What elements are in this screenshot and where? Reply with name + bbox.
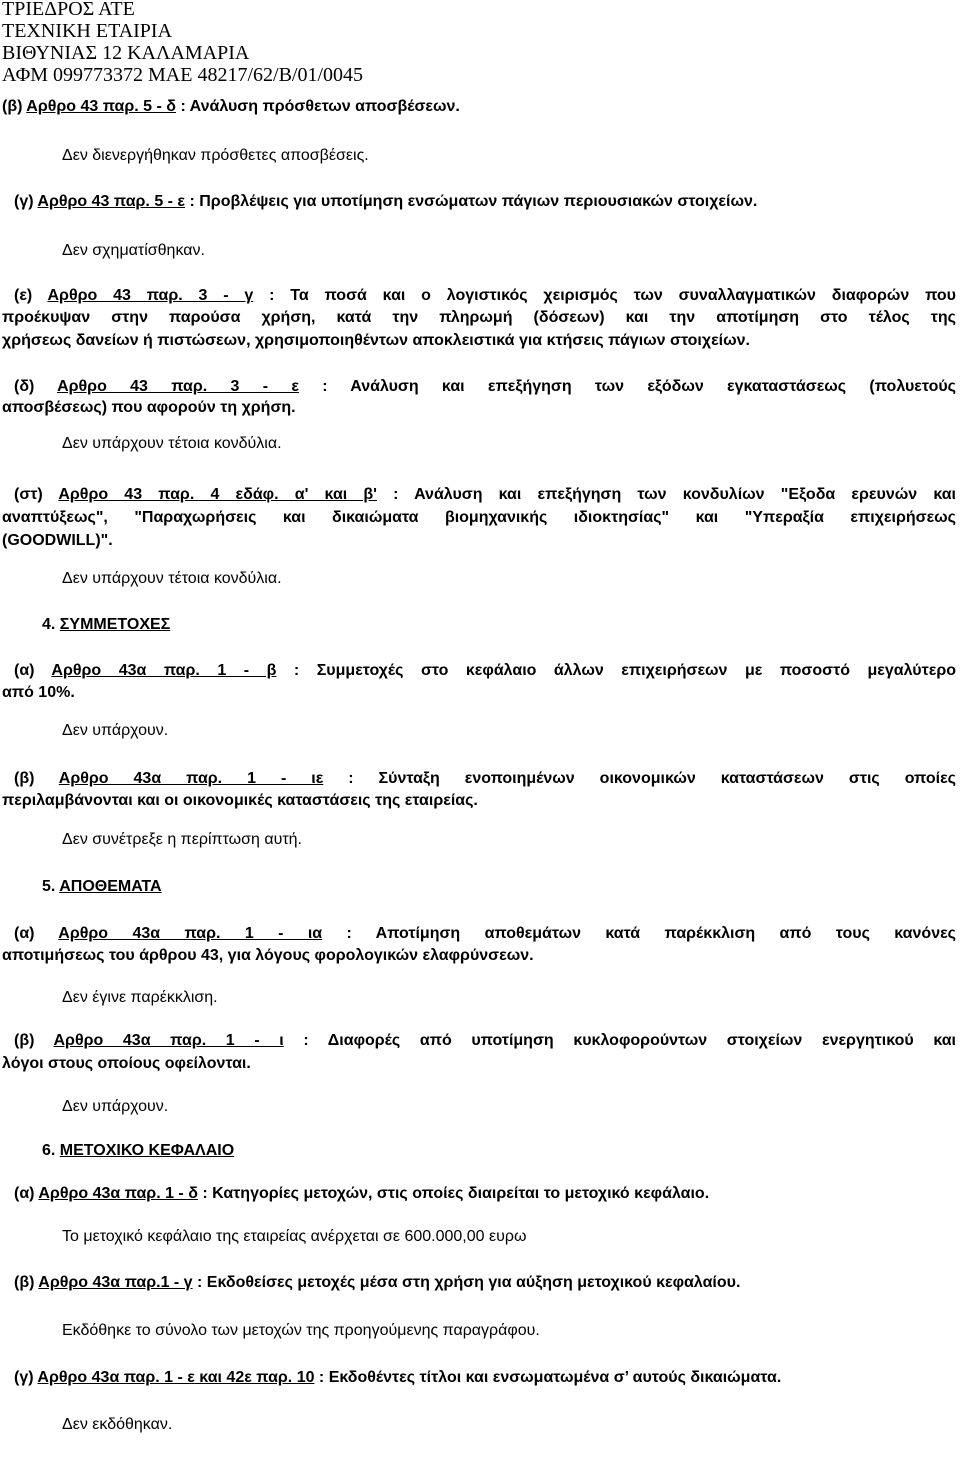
answer-inventory-valuation: Δεν έγινε παρέκκλιση. [62, 989, 218, 1006]
heading-participations [42, 614, 956, 636]
section-exchange-differences [14, 285, 956, 307]
section-title: : Εκδοθείσες μετοχές μέσα στη χρήση για αύξηση μετοχικού κεφαλαίου. [192, 1274, 741, 1291]
section-label: (α) [14, 925, 35, 942]
article-ref: Αρθρο 43α παρ. 1 - ιε [58, 770, 324, 787]
answer-impairment-provisions: Δεν σχηματίσθηκαν. [62, 242, 205, 259]
article-ref: Αρθρο 43 παρ. 5 - δ [26, 98, 176, 115]
section-title: : Ανάλυση και επεξήγηση των εξόδων εγκαταστάσεως (πολυετούς [298, 378, 956, 395]
section-label: (β) [14, 1274, 35, 1291]
section-impairment-provisions [14, 191, 956, 213]
company-type: ΤΕΧΝΙΚΗ ΕΤΑΙΡΙΑ [2, 20, 173, 42]
section-title-line: λόγοι στους οποίους οφείλονται. [2, 1055, 251, 1072]
section-title-line: περιλαμβάνονται και οι οικονομικές καταστάσεις της εταιρείας. [2, 792, 478, 809]
article-ref: Αρθρο 43α παρ. 1 - ι [53, 1032, 284, 1049]
section-issued-securities [14, 1367, 956, 1389]
heading-text: ΣΥΜΜΕΤΟΧΕΣ [59, 616, 171, 633]
section-title-line: (GOODWILL)". [2, 532, 113, 549]
section-share-categories [14, 1183, 956, 1205]
section-title-line: από 10%. [2, 684, 75, 701]
section-title-line: αναπτύξεως", "Παραχωρήσεις και δικαιώματα βιομηχανικής ιδιοκτησίας" και "Υπεραξία επιχειρήσεως [2, 509, 956, 526]
section-label: (στ) [14, 486, 43, 503]
answer-issued-shares: Εκδόθηκε το σύνολο των μετοχών της προηγούμενης παραγράφου. [62, 1322, 540, 1339]
section-label: (α) [14, 1185, 35, 1202]
section-current-assets-impairment [14, 1030, 956, 1052]
answer-share-categories: Το μετοχικό κεφάλαιο της εταιρείας ανέρχεται σε 600.000,00 ευρω [62, 1228, 527, 1245]
section-label: (ε) [14, 287, 33, 304]
section-title: : Σύνταξη ενοποιημένων οικονομικών καταστάσεων στις οποίες [323, 770, 956, 787]
company-name: ΤΡΙΕΔΡΟΣ ΑΤΕ [2, 0, 135, 20]
section-title: : Αποτίμηση αποθεμάτων κατά παρέκκλιση από τους κανόνες [322, 925, 957, 942]
article-ref: Αρθρο 43α παρ. 1 - ια [58, 925, 323, 942]
section-research-goodwill [14, 484, 956, 506]
heading-number: 6. [42, 1142, 60, 1159]
heading-share-capital [42, 1140, 956, 1162]
heading-number: 4. [42, 616, 60, 633]
answer-consolidated-statements: Δεν συνέτρεξε η περίπτωση αυτή. [62, 831, 302, 848]
article-ref: Αρθρο 43 παρ. 3 - ε [57, 378, 299, 395]
section-issued-shares [14, 1272, 956, 1294]
section-title: : Συμμετοχές στο κεφάλαιο άλλων επιχειρήσεων με ποσοστό μεγαλύτερο [276, 662, 957, 679]
article-ref: Αρθρο 43 παρ. 4 εδάφ. α' και β' [58, 486, 377, 503]
section-title: : Ανάλυση πρόσθετων αποσβέσεων. [176, 98, 460, 115]
section-label: (γ) [14, 193, 34, 210]
section-consolidated-statements [14, 768, 956, 790]
section-participations-over-10 [14, 660, 956, 682]
section-title: : Κατηγορίες μετοχών, στις οποίες διαιρείται το μετοχικό κεφάλαιο. [197, 1185, 710, 1202]
heading-number: 5. [42, 878, 60, 895]
section-label: (β) [14, 1032, 35, 1049]
section-title: : Προβλέψεις για υποτίμηση ενσώματων πάγιων περιουσιακών στοιχείων. [185, 193, 758, 210]
article-ref: Αρθρο 43 παρ. 3 - γ [47, 287, 254, 304]
section-title: : Εκδοθέντες τίτλοι και ενσωματωμένα σ’ αυτούς δικαιώματα. [314, 1369, 782, 1386]
answer-additional-depreciation: Δεν διενεργήθηκαν πρόσθετες αποσβέσεις. [62, 147, 369, 164]
section-title-line: προέκυψαν στην παρούσα χρήση, κατά την πληρωμή (δόσεων) και την αποτίμηση στο τέλος της [2, 309, 956, 326]
section-title: : Ανάλυση και επεξήγηση των κονδυλίων "Εξοδα ερευνών και [377, 486, 956, 503]
answer-current-assets-impairment: Δεν υπάρχουν. [62, 1098, 169, 1115]
section-label: (β) [2, 98, 23, 115]
section-title-line: αποσβέσεως) που αφορούν τη χρήση. [2, 399, 296, 416]
article-ref: Αρθρο 43 παρ. 5 - ε [37, 193, 186, 210]
heading-inventories [42, 876, 956, 898]
heading-text: ΜΕΤΟΧΙΚΟ ΚΕΦΑΛΑΙΟ [59, 1142, 235, 1159]
company-address: ΒΙΘΥΝΙΑΣ 12 ΚΑΛΑΜΑΡΙΑ [2, 42, 250, 64]
section-additional-depreciation [2, 96, 956, 118]
section-title-line: χρήσεως δανείων ή πιστώσεων, χρησιμοποιηθέντων αποκλειστικά για κτήσεις πάγιων στοιχείων. [2, 332, 750, 349]
answer-issued-securities: Δεν εκδόθηκαν. [62, 1416, 173, 1433]
answer-participations-over-10: Δεν υπάρχουν. [62, 722, 169, 739]
company-tax-id: ΑΦΜ 099773372 ΜΑΕ 48217/62/Β/01/0045 [2, 64, 364, 86]
section-label: (δ) [14, 378, 35, 395]
section-inventory-valuation [14, 923, 956, 945]
article-ref: Αρθρο 43α παρ.1 - γ [38, 1274, 193, 1291]
section-label: (α) [14, 662, 35, 679]
heading-text: ΑΠΟΘΕΜΑΤΑ [59, 878, 162, 895]
article-ref: Αρθρο 43α παρ. 1 - ε και 42ε παρ. 10 [37, 1369, 315, 1386]
section-installation-expenses [14, 376, 956, 398]
section-label: (β) [14, 770, 35, 787]
section-title-line: αποτιμήσεως του άρθρου 43, για λόγους φορολογικών ελαφρύνσεων. [2, 947, 534, 964]
section-title: : Διαφορές από υποτίμηση κυκλοφορούντων στοιχείων ενεργητικού και [283, 1032, 957, 1049]
answer-installation-expenses: Δεν υπάρχουν τέτοια κονδύλια. [62, 435, 282, 452]
section-title: : Τα ποσά και ο λογιστικός χειρισμός των συναλλαγματικών διαφορών που [253, 287, 956, 304]
section-label: (γ) [14, 1369, 34, 1386]
article-ref: Αρθρο 43α παρ. 1 - β [51, 662, 277, 679]
answer-research-goodwill: Δεν υπάρχουν τέτοια κονδύλια. [62, 570, 282, 587]
article-ref: Αρθρο 43α παρ. 1 - δ [38, 1185, 198, 1202]
